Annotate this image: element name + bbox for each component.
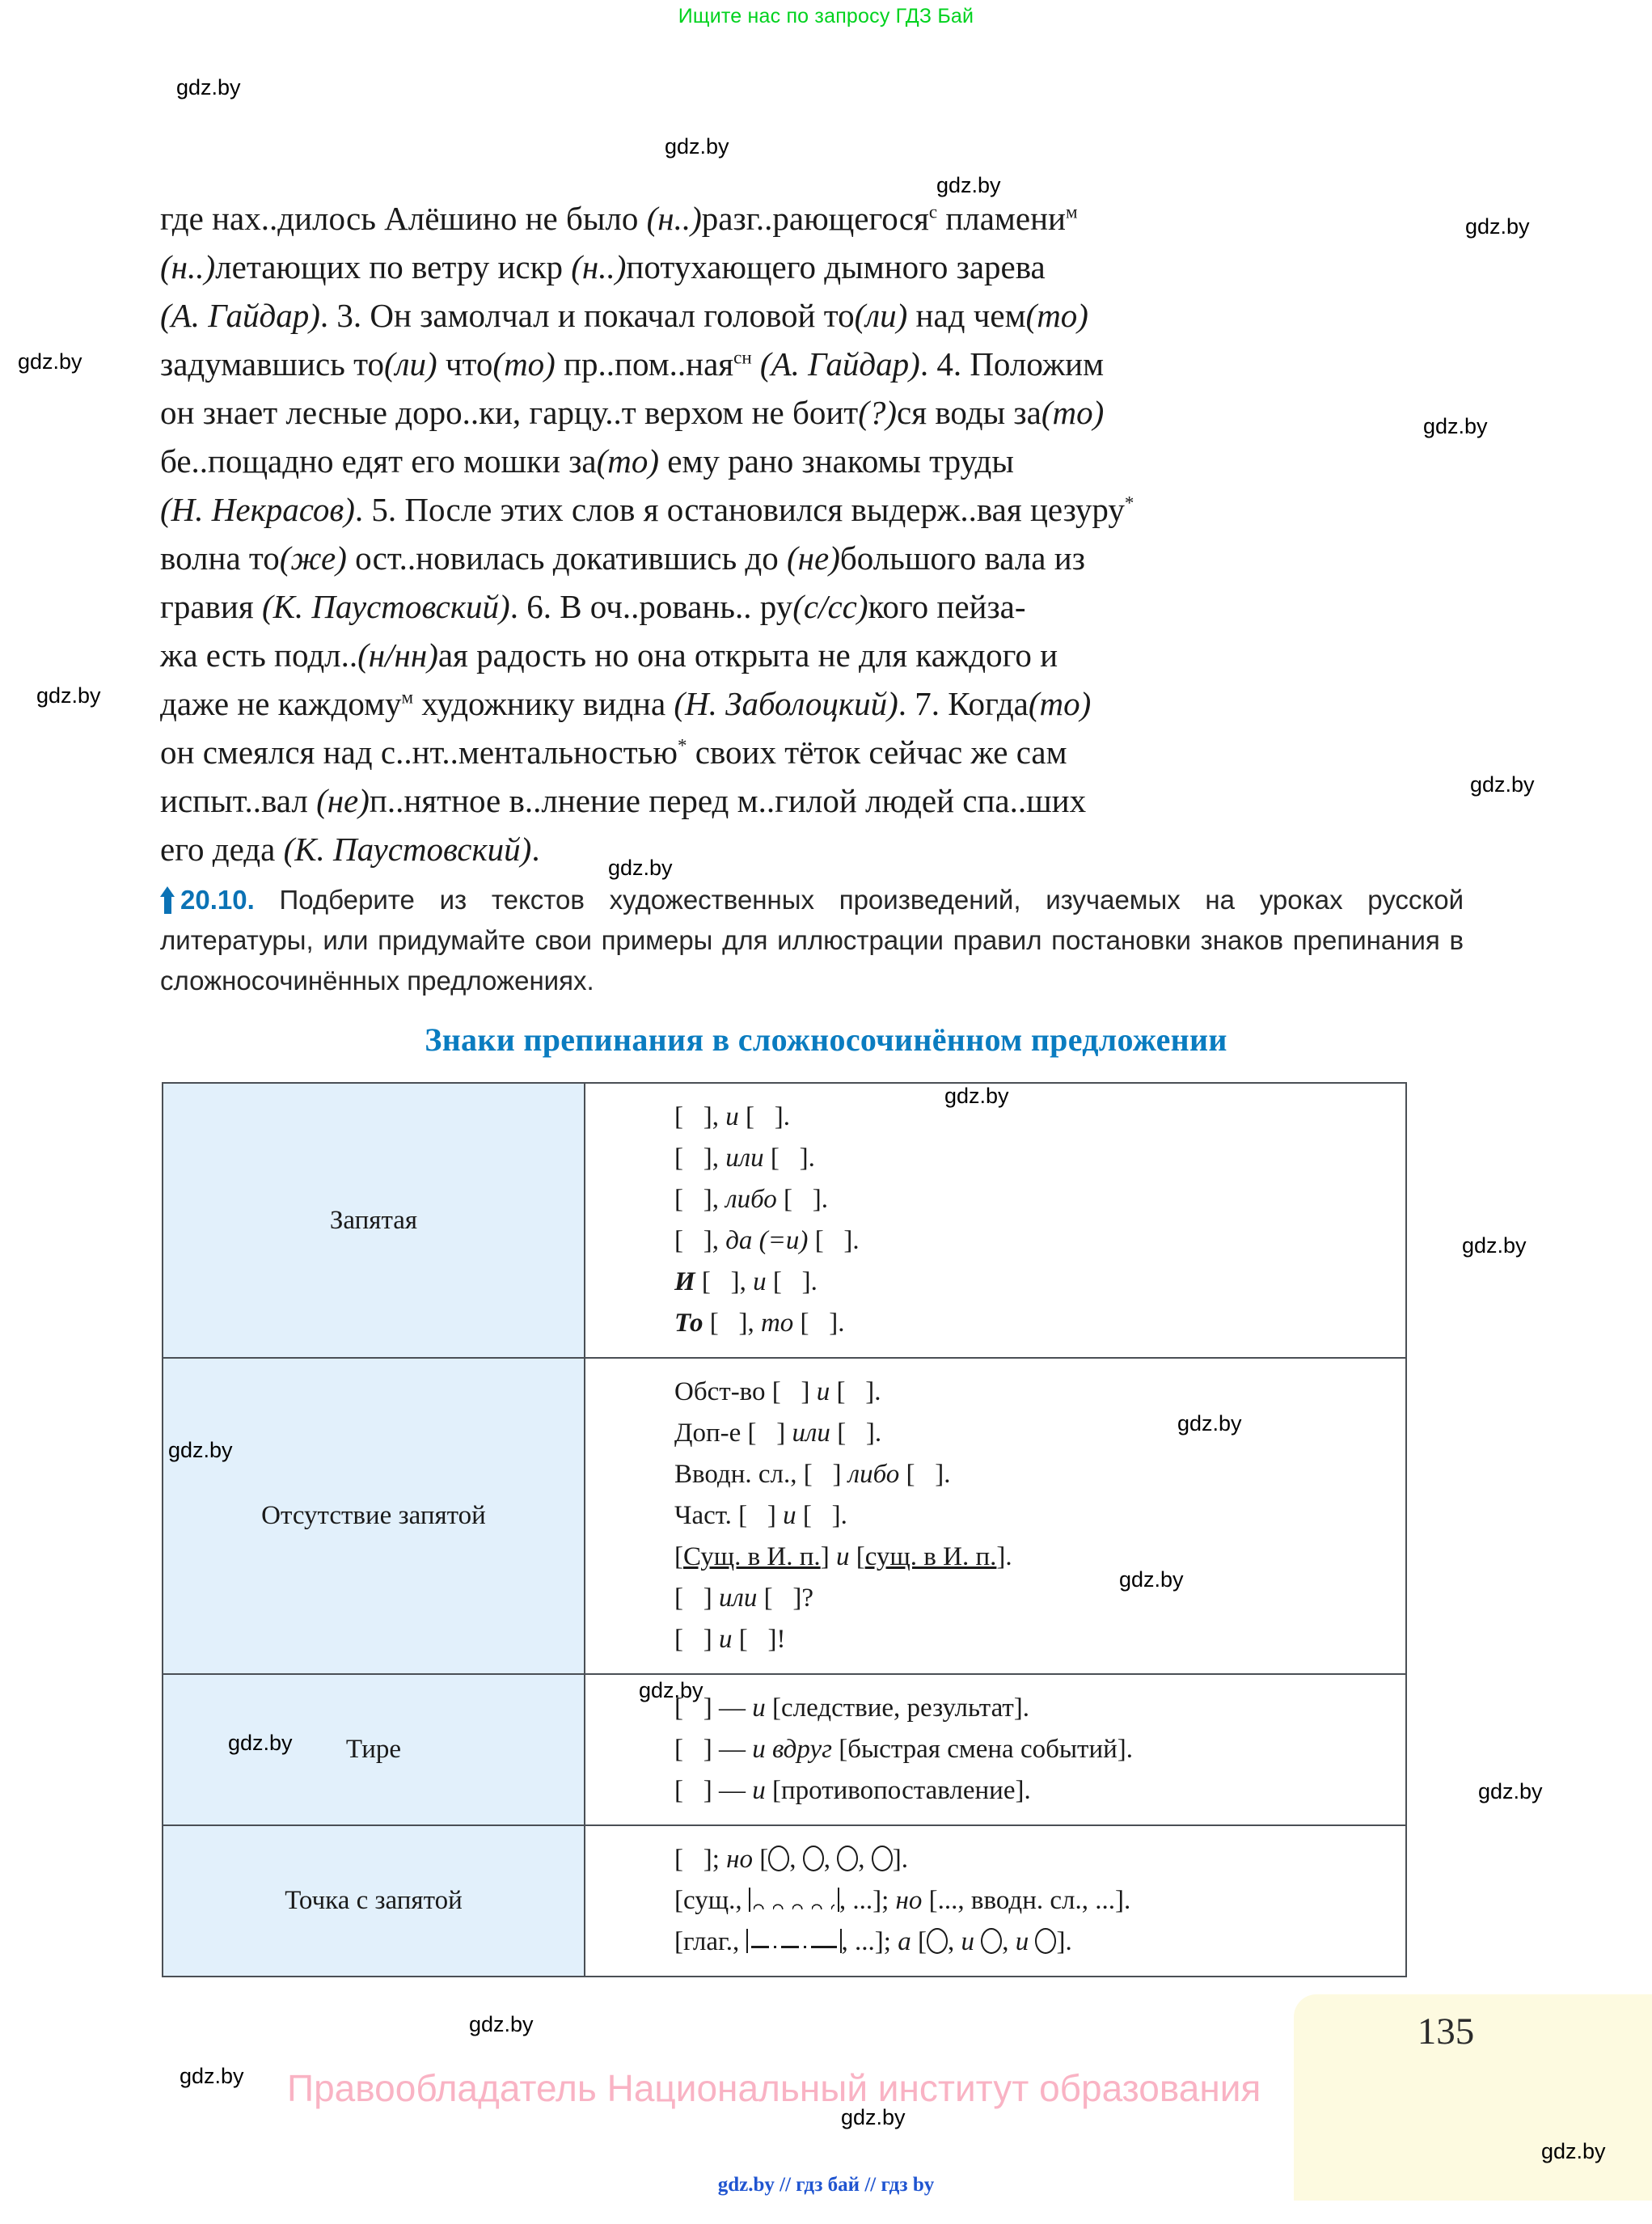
site-watermark: gdz.by <box>608 856 673 880</box>
copyright-watermark: Правообладатель Национальный институт образования <box>287 2067 1261 2109</box>
rule-patterns-cell <box>585 1825 1406 1977</box>
site-watermark: gdz.by <box>1119 1567 1184 1592</box>
site-watermark: gdz.by <box>36 683 101 708</box>
rule-patterns-cell <box>585 1358 1406 1674</box>
rule-pattern: [ ] — и [следствие, результат]. <box>674 1693 1030 1723</box>
site-watermark: gdz.by <box>228 1731 293 1755</box>
site-watermark: gdz.by <box>1541 2139 1606 2163</box>
site-watermark: gdz.by <box>1177 1411 1242 1435</box>
site-watermark: gdz.by <box>1465 214 1530 239</box>
rule-pattern: [Сущ. в И. п.] и [сущ. в И. п.]. <box>674 1542 1012 1571</box>
rule-pattern: [глаг., , ...]; а [ , и , и ]. <box>674 1927 1072 1956</box>
paragraph-line: задумавшись то(ли) что(то) пр..пом..ная$^{сн}$ (А. Гайдар). 4. Положим <box>160 345 1105 383</box>
task-20-10 <box>160 880 1464 1001</box>
punctuation-rules-table <box>162 1082 1407 1977</box>
table-row <box>163 1083 1406 1358</box>
site-watermark: gdz.by <box>168 1438 233 1462</box>
paragraph-line: его деда (К. Паустовский). <box>160 831 540 868</box>
rule-pattern: И [ ], и [ ]. <box>674 1267 818 1296</box>
rule-pattern: [ ], да (=и) [ ]. <box>674 1226 860 1255</box>
rule-pattern: [ ] или [ ]? <box>674 1583 814 1613</box>
paragraph-line: испыт..вал (не)п..нятное в..лнение перед м..гилой людей спа..ших <box>160 782 1087 819</box>
rule-pattern: [ ], или [ ]. <box>674 1144 815 1173</box>
site-watermark: gdz.by <box>936 173 1001 197</box>
rule-pattern: [ ], и [ ]. <box>674 1102 790 1131</box>
table-row <box>163 1825 1406 1977</box>
task-number: 20.10. <box>180 885 255 915</box>
promo-banner: Ищите нас по запросу ГДЗ Бай <box>678 5 974 27</box>
site-watermark: gdz.by <box>944 1084 1009 1108</box>
rule-pattern: То [ ], то [ ]. <box>674 1309 845 1338</box>
rule-label-cell: Точка с запятой <box>163 1825 585 1977</box>
paragraph-line: жа есть подл..(н/нн)ая радость но она открыта не для каждого и <box>160 636 1058 674</box>
site-watermark: gdz.by <box>180 2064 244 2088</box>
rule-pattern: Част. [ ] и [ ]. <box>674 1501 847 1530</box>
paragraph-line: волна то(же) ост..новилась докатившись до (не)большого вала из <box>160 539 1085 577</box>
rule-pattern: [ ]; но [ , , , ]. <box>674 1845 909 1874</box>
paragraph-line: где нах..дилось Алёшино не было (н..)разг..рающегося$^с$ пламени$^м$ <box>160 200 1078 237</box>
paragraph-line: (н..)летающих по ветру искр (н..)потухающего дымного зарева <box>160 248 1046 285</box>
rule-patterns-cell <box>585 1083 1406 1358</box>
rule-label-cell: Отсутствие запятой <box>163 1358 585 1674</box>
exercise-paragraph <box>160 194 1462 873</box>
table-title: Знаки препинания в сложносочинённом предложении <box>425 1021 1227 1058</box>
rule-pattern: [ ], либо [ ]. <box>674 1185 829 1214</box>
paragraph-line: (Н. Некрасов). 5. После этих слов я остановился выдерж..вая цезуру* <box>160 491 1134 528</box>
rule-pattern: [ ] — и вдруг [быстрая смена событий]. <box>674 1735 1134 1764</box>
task-text: Подберите из текстов художественных произведений, изучаемых на уроках русской литературы, или придумайте свои примеры для иллюстрации правил постановки знаков препинания в сложносочинённых предложениях. <box>160 885 1464 996</box>
site-watermark: gdz.by <box>1478 1779 1543 1803</box>
arrow-up-icon <box>160 886 175 914</box>
table-row <box>163 1358 1406 1674</box>
rule-pattern: Обст-во [ ] и [ ]. <box>674 1377 881 1406</box>
site-watermark: gdz.by <box>639 1678 703 1702</box>
rule-pattern: Доп-е [ ] или [ ]. <box>674 1419 882 1448</box>
table-row <box>163 1674 1406 1825</box>
page-number: 135 <box>1417 2010 1475 2053</box>
site-watermark: gdz.by <box>469 2012 534 2036</box>
site-watermark: gdz.by <box>1462 1233 1527 1258</box>
rule-patterns-cell <box>585 1674 1406 1825</box>
paragraph-line: бе..пощадно едят его мошки за(то) ему рано знакомы труды <box>160 442 1014 480</box>
rule-pattern: Вводн. сл., [ ] либо [ ]. <box>674 1460 951 1489</box>
site-watermark: gdz.by <box>1423 414 1488 438</box>
paragraph-line: он знает лесные доро..ки, гарцу..т верхом не боит(?)ся воды за(то) <box>160 394 1105 431</box>
site-watermark: gdz.by <box>665 134 729 159</box>
site-watermark: gdz.by <box>1470 772 1535 797</box>
rule-pattern: [сущ., , ...]; но [..., вводн. сл., ...]. <box>674 1886 1131 1915</box>
paragraph-line: даже не каждому$^м$ художнику видна (Н. Заболоцкий). 7. Когда(то) <box>160 685 1092 722</box>
rule-label-cell: Запятая <box>163 1083 585 1358</box>
rule-label-cell: Тире <box>163 1674 585 1825</box>
paragraph-line: гравия (К. Паустовский). 6. В оч..ровань.. ру(с/сс)кого пейза- <box>160 588 1026 625</box>
paragraph-line: (А. Гайдар). 3. Он замолчал и покачал головой то(ли) над чем(то) <box>160 297 1088 334</box>
site-watermark: gdz.by <box>18 349 82 374</box>
site-watermark: gdz.by <box>841 2105 906 2129</box>
site-watermark: gdz.by <box>176 75 241 99</box>
rule-pattern: [ ] и [ ]! <box>674 1625 786 1654</box>
footer-links: gdz.by // гдз бай // гдз by <box>717 2174 935 2196</box>
paragraph-line: он смеялся над с..нт..ментальностью* своих тёток сейчас же сам <box>160 734 1067 771</box>
rule-pattern: [ ] — и [противопоставление]. <box>674 1776 1031 1805</box>
